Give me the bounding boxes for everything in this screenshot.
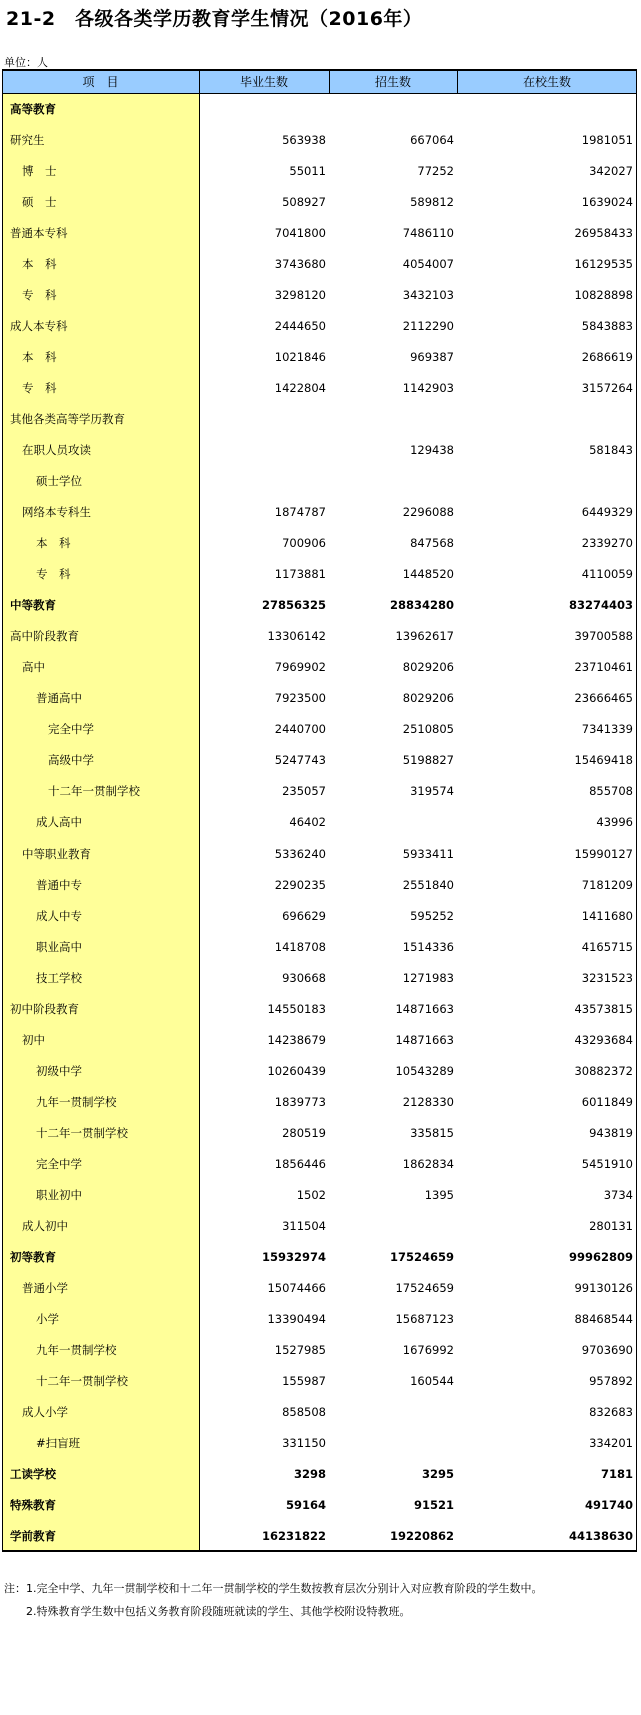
in-school-value: 23666465 <box>574 691 633 706</box>
in-school-value: 4165715 <box>581 939 633 954</box>
row-label: 高等教育 <box>10 102 56 116</box>
graduates-value: 55011 <box>289 164 326 179</box>
enrollment-value: 1862834 <box>402 1156 454 1171</box>
in-school-value: 43573815 <box>574 1001 633 1016</box>
row-label: 普通高中 <box>36 691 82 706</box>
row-label: 成人初中 <box>22 1218 68 1233</box>
row-label: 博 士 <box>22 164 57 179</box>
table-row <box>2 1118 637 1149</box>
graduates-value: 1874787 <box>274 505 326 520</box>
unit-label: 单位：人 <box>4 56 48 69</box>
graduates-value: 155987 <box>282 1373 326 1388</box>
graduates-value: 3743680 <box>274 257 326 272</box>
row-label: 硕 士 <box>22 195 57 210</box>
table-row <box>2 1490 637 1521</box>
table-row <box>2 280 637 311</box>
graduates-value: 5336240 <box>274 846 326 861</box>
graduates-value: 13306142 <box>267 629 326 644</box>
enrollment-value: 14871663 <box>395 1032 454 1047</box>
enrollment-value <box>334 1397 454 1428</box>
in-school-value <box>463 466 633 497</box>
data-table <box>2 69 637 1552</box>
enrollment-value: 28834280 <box>389 598 454 613</box>
enrollment-value: 2296088 <box>402 505 454 520</box>
graduates-value: 1839773 <box>274 1094 326 1109</box>
graduates-value: 2290235 <box>274 877 326 892</box>
row-label: 技工学校 <box>36 970 82 985</box>
enrollment-value: 1448520 <box>402 567 454 582</box>
enrollment-value <box>334 466 454 497</box>
enrollment-value: 5933411 <box>402 846 454 861</box>
enrollment-value: 8029206 <box>402 691 454 706</box>
table-row <box>2 901 637 932</box>
in-school-value: 43293684 <box>574 1032 633 1047</box>
in-school-value: 5843883 <box>581 319 633 334</box>
table-row <box>2 156 637 187</box>
in-school-value: 3734 <box>603 1187 633 1202</box>
enrollment-value: 2112290 <box>402 319 454 334</box>
in-school-value: 957892 <box>589 1373 633 1388</box>
row-label: 成人小学 <box>22 1404 68 1419</box>
in-school-value: 5451910 <box>581 1156 633 1171</box>
graduates-value <box>206 466 326 497</box>
header-divider <box>457 69 458 94</box>
in-school-value: 6011849 <box>581 1094 633 1109</box>
graduates-value: 3298 <box>293 1466 326 1481</box>
enrollment-value <box>334 1428 454 1459</box>
row-label: 本 科 <box>22 350 57 365</box>
in-school-value <box>463 404 633 435</box>
row-label: 成人本专科 <box>10 319 68 334</box>
table-row <box>2 1521 637 1552</box>
graduates-value: 696629 <box>282 908 326 923</box>
table-row <box>2 1428 637 1459</box>
graduates-value: 46402 <box>289 815 326 830</box>
enrollment-value: 1142903 <box>402 381 454 396</box>
table-row <box>2 187 637 218</box>
in-school-value: 581843 <box>589 443 633 458</box>
in-school-value: 334201 <box>589 1435 633 1450</box>
graduates-value: 235057 <box>282 784 326 799</box>
enrollment-value: 3432103 <box>402 288 454 303</box>
graduates-value: 14238679 <box>267 1032 326 1047</box>
enrollment-value: 1271983 <box>402 970 454 985</box>
row-label: 九年一贯制学校 <box>36 1342 117 1357</box>
enrollment-value: 1514336 <box>402 939 454 954</box>
table-row <box>2 870 637 901</box>
table-row <box>2 559 637 590</box>
row-label: 本 科 <box>36 536 71 551</box>
graduates-value: 1856446 <box>274 1156 326 1171</box>
row-label: 特殊教育 <box>10 1497 56 1512</box>
table-row <box>2 1149 637 1180</box>
in-school-value: 1639024 <box>581 195 633 210</box>
enrollment-value: 2510805 <box>402 722 454 737</box>
enrollment-value: 319574 <box>410 784 454 799</box>
row-label: 在职人员攻读 <box>22 443 91 458</box>
in-school-value: 342027 <box>589 164 633 179</box>
graduates-value: 7041800 <box>274 226 326 241</box>
in-school-value: 99962809 <box>568 1249 633 1264</box>
enrollment-value: 91521 <box>413 1497 454 1512</box>
graduates-value: 1502 <box>296 1187 326 1202</box>
in-school-value: 30882372 <box>574 1063 633 1078</box>
graduates-value: 331150 <box>282 1435 326 1450</box>
row-label: 本 科 <box>22 257 57 272</box>
row-label: 高中 <box>22 660 45 675</box>
enrollment-value: 589812 <box>410 195 454 210</box>
graduates-value: 1173881 <box>274 567 326 582</box>
row-label: 普通本专科 <box>10 226 68 241</box>
enrollment-value: 129438 <box>410 443 454 458</box>
row-label: 十二年一贯制学校 <box>36 1125 128 1140</box>
enrollment-value: 1676992 <box>402 1342 454 1357</box>
graduates-value: 700906 <box>282 536 326 551</box>
in-school-value: 6449329 <box>581 505 633 520</box>
enrollment-value: 969387 <box>410 350 454 365</box>
enrollment-value: 17524659 <box>395 1280 454 1295</box>
row-label: 初中阶段教育 <box>10 1001 79 1016</box>
graduates-value: 16231822 <box>261 1528 326 1543</box>
enrollment-value: 667064 <box>410 133 454 148</box>
in-school-value: 2686619 <box>581 350 633 365</box>
in-school-value: 10828898 <box>574 288 633 303</box>
graduates-value: 7923500 <box>274 691 326 706</box>
in-school-value: 26958433 <box>574 226 633 241</box>
row-label: 普通小学 <box>22 1280 68 1295</box>
row-label: 其他各类高等学历教育 <box>10 412 125 427</box>
graduates-value: 10260439 <box>267 1063 326 1078</box>
in-school-value: 39700588 <box>574 629 633 644</box>
graduates-value <box>206 94 326 125</box>
page-title: 21-2 各级各类学历教育学生情况（2016年） <box>6 8 423 30</box>
in-school-value: 7181 <box>600 1466 633 1481</box>
table-row <box>2 125 637 156</box>
in-school-value <box>463 94 633 125</box>
table-row <box>2 652 637 683</box>
in-school-value: 99130126 <box>574 1280 633 1295</box>
in-school-value: 15990127 <box>574 846 633 861</box>
table-row <box>2 249 637 280</box>
enrollment-value: 595252 <box>410 908 454 923</box>
in-school-value: 943819 <box>589 1125 633 1140</box>
footnote-1: 注：1.完全中学、九年一贯制学校和十二年一贯制学校的学生数按教育层次分别计入对应教育阶段的学生数中。 <box>4 1582 543 1595</box>
table-row <box>2 683 637 714</box>
in-school-value: 43996 <box>596 815 633 830</box>
row-label: #扫盲班 <box>36 1435 81 1450</box>
table-row <box>2 497 637 528</box>
enrollment-value: 17524659 <box>389 1249 454 1264</box>
in-school-value: 9703690 <box>581 1342 633 1357</box>
row-label: 学前教育 <box>10 1528 56 1543</box>
table-row <box>2 1211 637 1242</box>
in-school-value: 3157264 <box>581 381 633 396</box>
graduates-value: 1418708 <box>274 939 326 954</box>
row-label: 十二年一贯制学校 <box>36 1373 128 1388</box>
row-label: 小学 <box>36 1311 59 1326</box>
enrollment-value: 8029206 <box>402 660 454 675</box>
in-school-value: 1981051 <box>581 133 633 148</box>
graduates-value: 15074466 <box>267 1280 326 1295</box>
table-row <box>2 590 637 621</box>
graduates-value <box>206 404 326 435</box>
in-school-value: 23710461 <box>574 660 633 675</box>
table-row <box>2 714 637 745</box>
table-row <box>2 1056 637 1087</box>
in-school-value: 88468544 <box>574 1311 633 1326</box>
table-row <box>2 373 637 404</box>
enrollment-value: 10543289 <box>395 1063 454 1078</box>
enrollment-value: 13962617 <box>395 629 454 644</box>
table-row <box>2 1242 637 1273</box>
in-school-value: 7181209 <box>581 877 633 892</box>
footnote-2: 2.特殊教育学生数中包括义务教育阶段随班就读的学生、其他学校附设特教班。 <box>4 1605 411 1618</box>
graduates-value: 1021846 <box>274 350 326 365</box>
table-row <box>2 1273 637 1304</box>
graduates-value: 2440700 <box>274 722 326 737</box>
enrollment-value: 19220862 <box>389 1528 454 1543</box>
table-row <box>2 528 637 559</box>
graduates-value: 2444650 <box>274 319 326 334</box>
row-label: 专 科 <box>36 567 71 582</box>
enrollment-value: 160544 <box>410 1373 454 1388</box>
graduates-value <box>206 435 326 466</box>
header-graduates: 毕业生数 <box>239 75 288 89</box>
graduates-value: 508927 <box>282 195 326 210</box>
row-label: 专 科 <box>22 288 57 303</box>
table-row <box>2 807 637 838</box>
enrollment-value: 847568 <box>410 536 454 551</box>
in-school-value: 7341339 <box>581 722 633 737</box>
header-in-school: 在校生数 <box>522 75 571 89</box>
row-label: 完全中学 <box>48 722 94 737</box>
graduates-value: 13390494 <box>267 1311 326 1326</box>
graduates-value: 15932974 <box>261 1249 326 1264</box>
graduates-value: 311504 <box>282 1218 326 1233</box>
in-school-value: 3231523 <box>581 970 633 985</box>
table-row <box>2 621 637 652</box>
in-school-value: 44138630 <box>568 1528 633 1543</box>
row-label: 九年一贯制学校 <box>36 1094 117 1109</box>
table-row <box>2 435 637 466</box>
table-row <box>2 745 637 776</box>
table-row <box>2 1087 637 1118</box>
graduates-value: 7969902 <box>274 660 326 675</box>
in-school-value: 15469418 <box>574 753 633 768</box>
graduates-value: 59164 <box>285 1497 326 1512</box>
table-row <box>2 932 637 963</box>
row-label: 高级中学 <box>48 753 94 768</box>
graduates-value: 27856325 <box>261 598 326 613</box>
table-bottom-border <box>2 1550 637 1552</box>
row-label: 成人高中 <box>36 815 82 830</box>
table-row <box>2 1180 637 1211</box>
table-row <box>2 776 637 807</box>
enrollment-value: 7486110 <box>402 226 454 241</box>
enrollment-value <box>334 404 454 435</box>
table-row <box>2 404 637 435</box>
table-row <box>2 1459 637 1490</box>
table-row <box>2 1025 637 1056</box>
enrollment-value: 4054007 <box>402 257 454 272</box>
row-label: 普通中专 <box>36 877 82 892</box>
graduates-value: 14550183 <box>267 1001 326 1016</box>
in-school-value: 832683 <box>589 1404 633 1419</box>
row-label: 成人中专 <box>36 908 82 923</box>
graduates-value: 1422804 <box>274 381 326 396</box>
in-school-value: 2339270 <box>581 536 633 551</box>
enrollment-value: 2551840 <box>402 877 454 892</box>
row-label: 初等教育 <box>10 1249 56 1264</box>
table-row <box>2 94 637 125</box>
in-school-value: 16129535 <box>574 257 633 272</box>
table-header <box>2 69 637 94</box>
row-label: 十二年一贯制学校 <box>48 784 140 799</box>
row-label: 完全中学 <box>36 1156 82 1171</box>
row-label: 硕士学位 <box>36 474 82 489</box>
enrollment-value: 2128330 <box>402 1094 454 1109</box>
row-label: 专 科 <box>22 381 57 396</box>
row-label: 中等职业教育 <box>22 846 91 861</box>
in-school-value: 4110059 <box>581 567 633 582</box>
enrollment-value <box>334 94 454 125</box>
enrollment-value <box>334 1211 454 1242</box>
row-label: 网络本专科生 <box>22 505 91 520</box>
enrollment-value: 3295 <box>421 1466 454 1481</box>
table-row <box>2 311 637 342</box>
table-row <box>2 466 637 497</box>
in-school-value: 1411680 <box>581 908 633 923</box>
table-row <box>2 342 637 373</box>
graduates-value: 1527985 <box>274 1342 326 1357</box>
table-row <box>2 1366 637 1397</box>
enrollment-value: 15687123 <box>395 1311 454 1326</box>
row-label: 初中 <box>22 1032 45 1047</box>
in-school-value: 83274403 <box>568 598 633 613</box>
graduates-value: 280519 <box>282 1125 326 1140</box>
table-row <box>2 839 637 870</box>
table-row <box>2 1335 637 1366</box>
row-label: 工读学校 <box>10 1466 56 1481</box>
in-school-value: 855708 <box>589 784 633 799</box>
graduates-value: 858508 <box>282 1404 326 1419</box>
row-label: 研究生 <box>10 133 45 148</box>
row-label: 中等教育 <box>10 598 56 613</box>
table-row <box>2 1304 637 1335</box>
row-label: 高中阶段教育 <box>10 629 79 644</box>
graduates-value: 3298120 <box>274 288 326 303</box>
enrollment-value: 14871663 <box>395 1001 454 1016</box>
row-label: 初级中学 <box>36 1063 82 1078</box>
table-row <box>2 1397 637 1428</box>
enrollment-value: 1395 <box>424 1187 454 1202</box>
enrollment-value: 77252 <box>417 164 454 179</box>
header-enrollment: 招生数 <box>374 75 411 89</box>
header-item: 项 目 <box>82 75 119 89</box>
table-row <box>2 994 637 1025</box>
table-row <box>2 218 637 249</box>
graduates-value: 563938 <box>282 133 326 148</box>
table-row <box>2 963 637 994</box>
row-label: 职业初中 <box>36 1187 82 1202</box>
graduates-value: 930668 <box>282 970 326 985</box>
in-school-value: 491740 <box>584 1497 633 1512</box>
row-label: 职业高中 <box>36 939 82 954</box>
enrollment-value: 335815 <box>410 1125 454 1140</box>
in-school-value: 280131 <box>589 1218 633 1233</box>
enrollment-value <box>334 807 454 838</box>
enrollment-value: 5198827 <box>402 753 454 768</box>
graduates-value: 5247743 <box>274 753 326 768</box>
header-divider <box>329 69 330 94</box>
